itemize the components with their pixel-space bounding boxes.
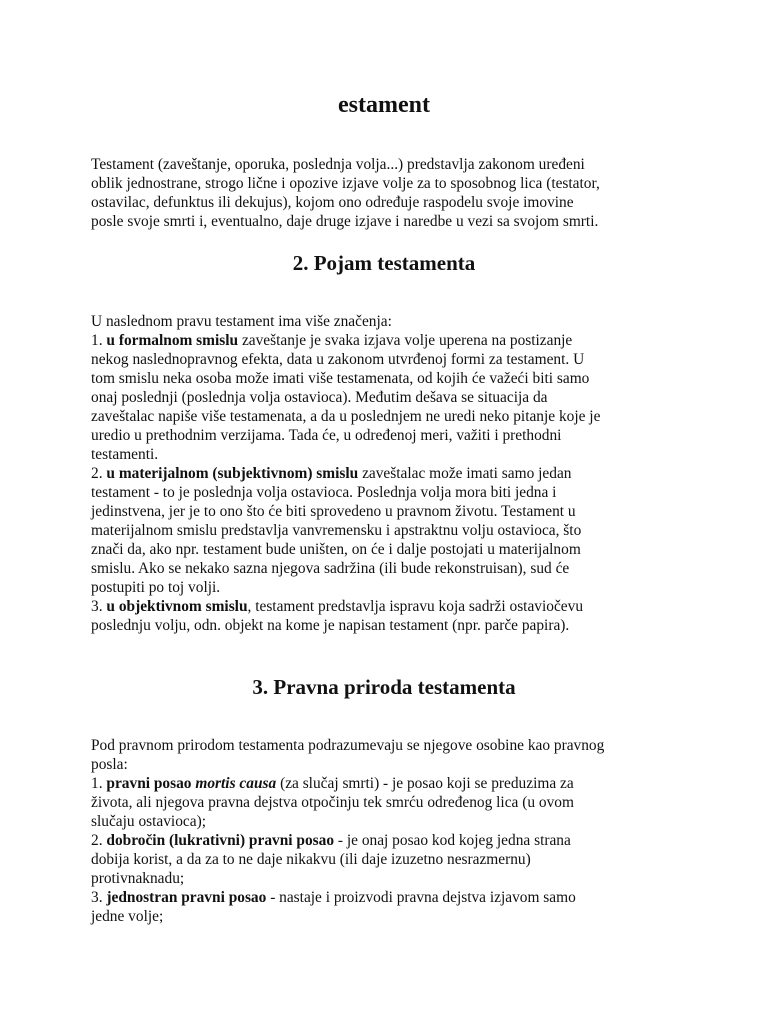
section-pojam-body: [91, 312, 681, 635]
text-line: ostavilac, defunktus ili dekujus), kojom ono određuje raspodelu svoje imovine: [91, 194, 574, 211]
item-term: pravni posao: [106, 775, 192, 792]
section-heading-pravna-priroda: 3. Pravna priroda testamenta: [252, 675, 516, 699]
section-pravna-priroda-body: [91, 736, 681, 926]
text-line: znači da, ako npr. testament bude uništen, on će i dalje postojati u materijalnom: [91, 541, 581, 558]
text-line: smislu. Ako se nekako sazna njegova sadržina (ili bude rekonstruisan), sud će: [91, 560, 570, 577]
text-line: Pod pravnom prirodom testamenta podrazumevaju se njegove osobine kao pravnog: [91, 737, 605, 754]
item-term: dobročin (lukrativni) pravni posao: [106, 832, 335, 849]
item-text: , testament predstavlja ispravu koja sadrži ostaviočevu: [247, 598, 584, 615]
text-line: nekog naslednopravnog efekta, data u zakonom utvrđenoj formi za testament. U: [91, 351, 585, 368]
document-title: estament: [338, 92, 430, 118]
section-heading-pojam: 2. Pojam testamenta: [292, 251, 476, 275]
item-term: u materijalnom (subjektivnom) smislu: [106, 465, 359, 482]
item-text: (za slučaj smrti) - je posao koji se preduzima za: [280, 775, 574, 792]
item-text: - je onaj posao kod kojeg jedna strana: [337, 832, 571, 849]
item-term: u objektivnom smislu: [106, 598, 248, 615]
list-item-mortis-causa: [91, 774, 681, 793]
text-line: slučaju ostavioca);: [91, 813, 206, 830]
text-line: protivnaknadu;: [91, 870, 185, 887]
text-line: jedne volje;: [91, 908, 164, 925]
item-term-italic: mortis causa: [195, 775, 277, 792]
text-line: dobija korist, a da za to ne daje nikakvu (ili daje izuzetno nesrazmernu): [91, 851, 531, 868]
list-item-material: [91, 464, 681, 483]
text-line: testamenti.: [91, 446, 159, 463]
item-number: 3.: [91, 889, 103, 906]
item-number: 1.: [91, 775, 103, 792]
item-term: u formalnom smislu: [106, 332, 239, 349]
intro-paragraph: [91, 155, 681, 231]
text-line: Testament (zaveštanje, oporuka, poslednja volja...) predstavlja zakonom uređeni: [91, 156, 585, 173]
item-number: 3.: [91, 598, 103, 615]
item-text: zaveštalac može imati samo jedan: [362, 465, 572, 482]
list-item-objective: [91, 597, 681, 616]
item-number: 2.: [91, 832, 103, 849]
list-item-jednostran: [91, 888, 681, 907]
text-line: testament - to je poslednja volja ostavioca. Poslednja volja mora biti jedna i: [91, 484, 557, 501]
item-number: 1.: [91, 332, 103, 349]
text-line: onaj poslednji (poslednja volja ostavioca). Međutim dešava se situacija da: [91, 389, 548, 406]
text-line: jedinstvena, jer je to ono što će biti sprovedeno u pravnom životu. Testament u: [91, 503, 576, 520]
item-text: - nastaje i proizvodi pravna dejstva izjavom samo: [270, 889, 576, 906]
item-term: jednostran pravni posao: [106, 889, 267, 906]
text-line: posla:: [91, 756, 128, 773]
text-line: oblik jednostrane, strogo lične i opozive izjave volje za to sposobnog lica (testator,: [91, 175, 600, 192]
text-line: uredio u prethodnim verzijama. Tada će, u određenoj meri, važiti i prethodni: [91, 427, 562, 444]
list-item-dobrocin: [91, 831, 681, 850]
item-text: zaveštanje je svaka izjava volje uperena na postizanje: [241, 332, 573, 349]
text-line: tom smislu neka osoba može imati više testamenata, od kojih će važeći biti samo: [91, 370, 590, 387]
list-item-formal: [91, 331, 681, 350]
text-line: U naslednom pravu testament ima više značenja:: [91, 313, 392, 330]
text-line: postupiti po toj volji.: [91, 579, 221, 596]
text-line: materijalnom smislu predstavlja vanvremensku i apstraktnu volju ostavioca, što: [91, 522, 582, 539]
text-line: poslednju volju, odn. objekt na kome je napisan testament (npr. parče papira).: [91, 617, 570, 634]
text-line: zaveštalac napiše više testamenata, a da u poslednjem ne uredi neko pitanje koje je: [91, 408, 601, 425]
text-line: života, ali njegova pravna dejstva otpočinju tek smrću određenog lica (u ovom: [91, 794, 574, 811]
item-number: 2.: [91, 465, 103, 482]
text-line: posle svoje smrti i, eventualno, daje druge izjave i naredbe u vezi sa svojom smrti.: [91, 213, 599, 230]
